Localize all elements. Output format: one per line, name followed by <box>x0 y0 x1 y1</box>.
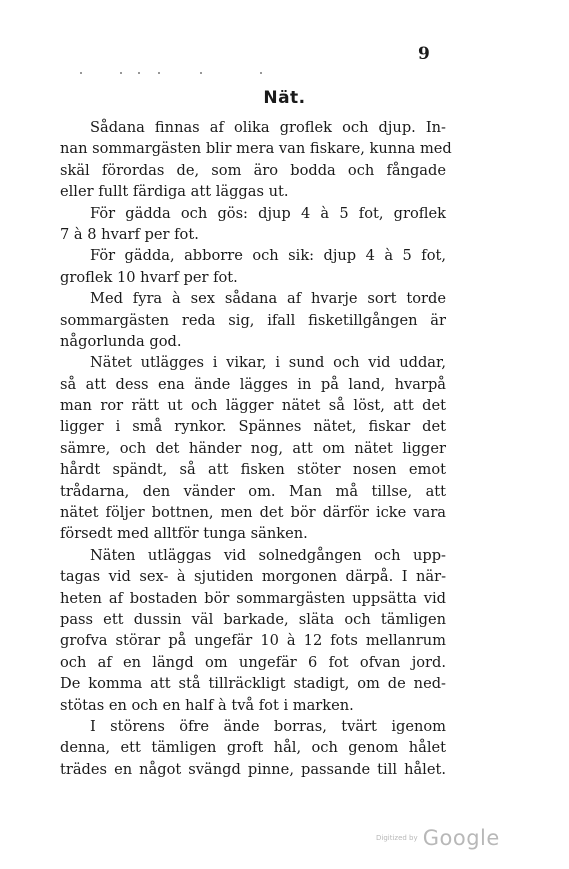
text-line: Nätet utlägges i vikar, i sund och vid uddar, <box>90 354 446 372</box>
page-number: 9 <box>418 44 430 64</box>
text-line: så att dess ena ände lägges in på land, hvarpå <box>60 375 446 393</box>
text-line: Sådana finnas af olika groflek och djup. In- <box>90 119 446 136</box>
text-line: I störens öfre ände borras, tvärt igenom <box>90 717 446 735</box>
watermark-google-logo: Google <box>422 826 500 850</box>
text-line: man ror rätt ut och lägger nätet så löst, att det <box>60 397 446 415</box>
text-line: heten af bostaden bör sommargästen uppsätta vid <box>60 589 446 607</box>
text-line: groflek 10 hvarf per fot. <box>60 268 238 286</box>
section-heading: Nät. <box>263 88 306 108</box>
text-line: trådarna, den vänder om. Man må tillse, att <box>60 482 446 500</box>
text-line: försedt med alltför tunga sänken. <box>60 525 308 543</box>
text-line: grofva störar på ungefär 10 à 12 fots mellanrum <box>60 632 446 650</box>
text-line: Med fyra à sex sådana af hvarje sort torde <box>90 290 446 308</box>
text-line: Näten utläggas vid solnedgången och upp- <box>90 546 446 564</box>
text-line: hårdt spändt, så att fisken stöter nosen emot <box>60 461 446 479</box>
text-line: sämre, och det händer nog, att om nätet ligger <box>60 439 446 457</box>
text-line: och af en längd om ungefär 6 fot ofvan jord. <box>60 653 446 671</box>
text-line: pass ett dussin väl barkade, släta och tämligen <box>60 610 446 628</box>
text-line: ligger i små rynkor. Spännes nätet, fiskar det <box>60 418 446 436</box>
text-line: eller fullt färdiga att läggas ut. <box>60 183 289 201</box>
text-line: nätet följer bottnen, men det bör därför icke vara <box>60 504 446 522</box>
text-line: trädes en något svängd pinne, passande till hålet. <box>60 760 446 778</box>
text-line: stötas en och en half à två fot i marken. <box>60 696 354 714</box>
text-line: nan sommargästen blir mera van fiskare, kunna med <box>60 140 452 158</box>
text-line: 7 à 8 hvarf per fot. <box>60 225 199 243</box>
text-line: någorlunda god. <box>60 332 182 350</box>
google-watermark <box>376 826 500 850</box>
text-line: sommargästen reda sig, ifall fisketillgången är <box>60 311 446 329</box>
text-line: För gädda, abborre och sik: djup 4 à 5 fot, <box>90 247 446 265</box>
text-line: skäl förordas de, som äro bodda och fångade <box>60 161 446 179</box>
print-specks <box>80 72 290 82</box>
body-text <box>60 117 452 780</box>
text-line: De komma att stå tillräckligt stadigt, om de ned- <box>60 675 446 693</box>
text-line: denna, ett tämligen groft hål, och genom hålet <box>60 739 446 757</box>
text-line: För gädda och gös: djup 4 à 5 fot, groflek <box>90 204 446 222</box>
watermark-digitized-by: Digitized by <box>376 834 418 842</box>
text-line: tagas vid sex- à sjutiden morgonen därpå. I när- <box>60 568 446 586</box>
